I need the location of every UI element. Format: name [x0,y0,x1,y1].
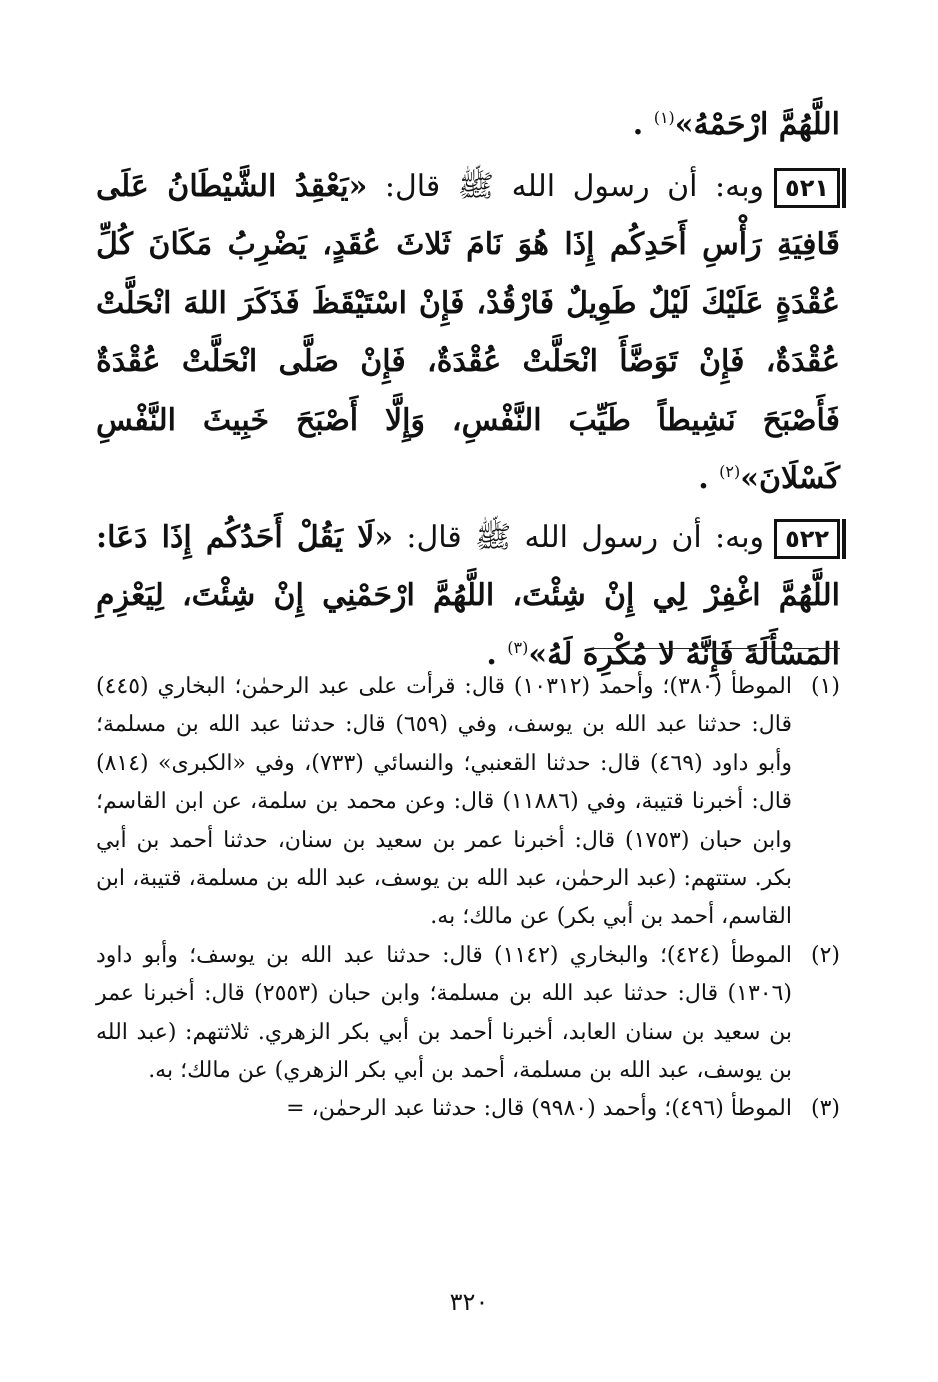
footnote-divider [592,648,840,649]
hadith-end: . [698,461,709,496]
hadith-521 [96,158,840,509]
footnote-3 [96,1090,840,1128]
footnote-number: (٢) [810,942,840,968]
hadith-number-badge: ٥٢٢ [774,519,840,559]
hadith-end: . [486,636,497,672]
main-text [96,96,840,684]
footnote-number: (١) [810,674,840,699]
footnote-text: الموطأ (٤٩٦)؛ وأحمد (٩٩٨٠) قال: حدثنا عبد الرحمٰن، = [286,1096,792,1122]
footnote-text: الموطأ (٣٨٠)؛ وأحمد (١٠٣١٢) قال: قرأت على عبد الرحمٰن؛ البخاري (٤٤٥) قال: حدثنا عبد الله بن يوسف، وفي (٦٥٩) قال: حدثنا عبد الله بن مسلمة؛ وأبو داود (٤٦٩) قال: حدثنا القعنبي؛ والنسائي (٧٣٣)، وفي «الكبرى» (٨١٤) قال: أخبرنا قتيبة، وفي (١١٨٨٦) قال: وعن محمد بن سلمة، عن ابن القاسم؛ وابن حبان (١٧٥٣) قال: أخبرنا عمر بن سعيد بن سنان، حدثنا أحمد بن أبي بكر. ستتهم: (عبد الرحمٰن، عبد الله بن يوسف، عبد الله بن مسلمة، قتيبة، ابن القاسم، أحمد بن أبي بكر) عن مالك؛ به. [96,674,793,930]
hadith-522 [96,509,840,685]
hadith-intro: وبه: أن رسول الله ﷺ قال: [393,519,765,555]
hadith-text: «يَعْقِدُ الشَّيْطَانُ عَلَى قَافِيَةِ رَأْسِ أَحَدِكُم إِذَا هُوَ نَامَ ثَلاثَ عُقَدٍ، يَضْرِبُ مَكَانَ كُلِّ عُقْدَةٍ عَلَيْكَ لَيْلٌ طَوِيلٌ فَارْقُدْ، فَإِنْ اسْتَيْقَظَ فَذَكَرَ اللهَ انْحَلَّتْ عُقْدَةٌ، فَإِنْ تَوَضَّأَ انْحَلَّتْ عُقْدَةٌ، فَإِنْ صَلَّى انْحَلَّتْ عُقْدَةٌ فَأَصْبَحَ نَشِيطاً طَيِّبَ النَّفْسِ، وَإِلَّا أَصْبَحَ خَبِيثَ النَّفْسِ كَسْلَانَ» [96,168,840,496]
footnote-ref-1[interactable]: (١) [653,108,675,127]
opening-text: اللَّهُمَّ ارْحَمْهُ» [674,107,840,142]
opening-line [96,96,840,155]
footnote-ref-3[interactable]: (٣) [507,637,529,657]
opening-end: . [632,107,644,142]
footnote-2 [96,937,840,1091]
hadith-text: «لَا يَقُلْ أَحَدُكُم إِذَا دَعَا: اللَّهُمَّ اغْفِرْ لِي إِنْ شِئْتَ، اللَّهُمَّ ارْحَمْنِي إِنْ شِئْتَ، لِيَعْزِمِ المَسْأَلَةَ فَإِنَّهُ لا مُكْرِهَ لَهُ» [96,519,840,672]
hadith-number-badge: ٥٢١ [774,168,840,208]
page-number: ٣٢٠ [449,1288,489,1316]
footnote-ref-2[interactable]: (٢) [719,462,741,481]
footnotes [96,668,840,1129]
hadith-intro: وبه: أن رسول الله ﷺ قال: [367,168,765,204]
footnote-text: الموطأ (٤٢٤)؛ والبخاري (١١٤٢) قال: حدثنا عبد الله بن يوسف؛ وأبو داود (١٣٠٦) قال: حدثنا عبد الله بن مسلمة؛ وابن حبان (٢٥٥٣) قال: أخبرنا عمر بن سعيد بن سنان العابد، أخبرنا أحمد بن أبي بكر الزهري. ثلاثتهم: (عبد الله بن يوسف، عبد الله بن مسلمة، أحمد بن أبي بكر الزهري) عن مالك؛ به. [96,942,792,1084]
footnote-1 [96,668,840,937]
footnote-number: (٣) [810,1096,840,1122]
